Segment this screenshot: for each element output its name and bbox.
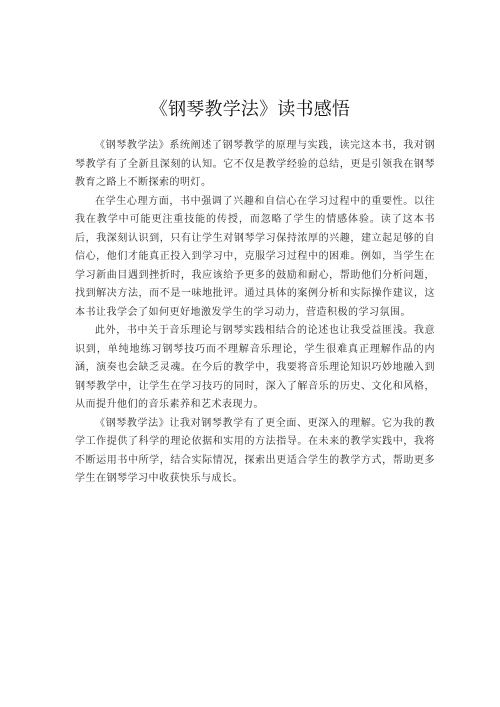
paragraph-4: 《钢琴教学法》让我对钢琴教学有了更全面、更深入的理解。它为我的教学工作提供了科学的理论依据和实用的方法指导。在未来的教学实践中，我将不断运用书中所学，结合实际情况，探索出更适合学生的教学方式，帮助更多学生在钢琴学习中收获快乐与成长。 [75, 417, 435, 484]
page-title: 《钢琴教学法》读书感悟 [149, 99, 351, 120]
paragraph-2: 在学生心理方面，书中强调了兴趣和自信心在学习过程中的重要性。以往我在教学中可能更注重技能的传授，而忽略了学生的情感体验。读了这本书后，我深刻认识到，只有让学生对钢琴学习保持浓厚的兴趣，建立起足够的自信心，他们才能真正投入到学习中，克服学习过程中的困难。例如，当学生在学习新曲目遇到挫折时，我应该给予更多的鼓励和耐心，帮助他们分析问题，找到解决方法，而不是一味地批评。通过具体的案例分析和实际操作建议，这本书让我学会了如何更好地激发学生的学习动力，营造积极的学习氛围。 [75, 195, 435, 318]
document-body [75, 137, 435, 489]
paragraph-3: 此外，书中关于音乐理论与钢琴实践相结合的论述也让我受益匪浅。我意识到，单纯地练习钢琴技巧而不理解音乐理论，学生很难真正理解作品的内涵，演奏也会缺乏灵魂。在今后的教学中，我要将音乐理论知识巧妙地融入到钢琴教学中，让学生在学习技巧的同时，深入了解音乐的历史、文化和风格，从而提升他们的音乐素养和艺术表现力。 [75, 325, 435, 410]
paragraph-1: 《钢琴教学法》系统阐述了钢琴教学的原理与实践，读完这本书，我对钢琴教学有了全新且深刻的认知。它不仅是教学经验的总结，更是引领我在钢琴教育之路上不断探索的明灯。 [75, 140, 435, 188]
